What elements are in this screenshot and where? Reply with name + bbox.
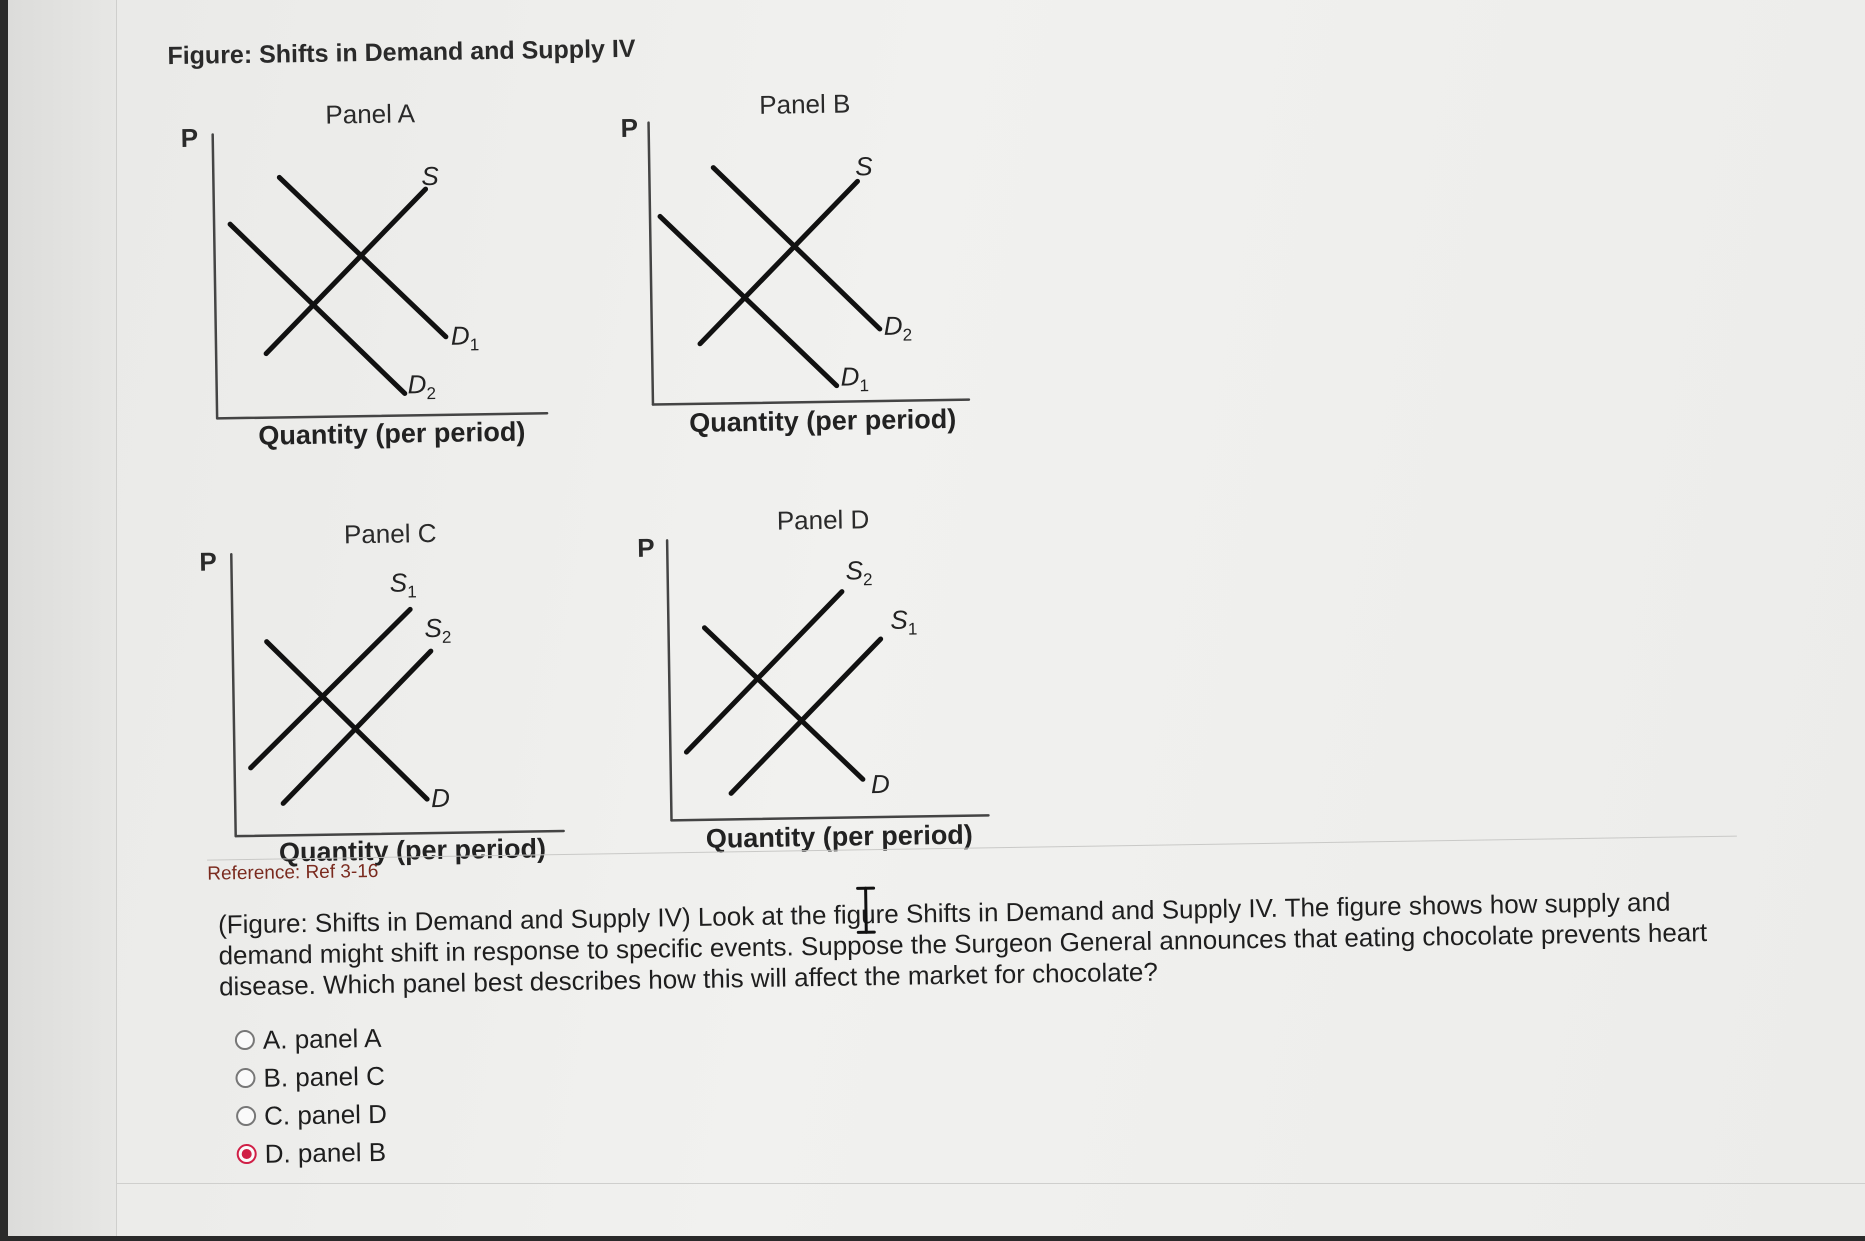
option-d-radio-selected[interactable]: [237, 1144, 257, 1164]
option-c[interactable]: [236, 1095, 387, 1135]
option-d-label[interactable]: D. panel B: [264, 1136, 386, 1169]
panel-b-graph: [604, 81, 1010, 447]
panel-a-demand-2-sub: 2: [426, 384, 436, 403]
panel-d-supply-2-label: [845, 555, 872, 586]
panel-b-label: Panel B: [759, 88, 851, 120]
panel-d-demand-label: D: [871, 769, 890, 800]
panel-a-supply-curve: [264, 189, 429, 354]
panel-a-y-axis: [213, 134, 217, 418]
panel-b-demand-2-label: [884, 310, 913, 341]
figure-title: Figure: Shifts in Demand and Supply IV: [167, 35, 635, 71]
panel-c-supply-1-name: S: [390, 567, 408, 597]
panel-d-label: Panel D: [777, 504, 870, 536]
panel-a-graph: [170, 91, 576, 457]
text-cursor-icon: [855, 886, 878, 936]
question-text: (Figure: Shifts in Demand and Supply IV) Look at the figure Shifts in Demand and Supply IV. The figure shows how supply and demand might shift in response to specific events. Suppose the Surgeon General announces that eating chocolate prevents heart disease. Which panel best describes how this will affect the market for chocolate?: [218, 886, 1729, 1003]
panel-c-quantity-axis-label: Quantity (per period): [279, 833, 546, 868]
panel-b-supply-curve: [698, 181, 860, 343]
panel-a-quantity-axis-label: Quantity (per period): [258, 417, 525, 452]
option-b-label[interactable]: B. panel C: [263, 1060, 385, 1093]
panel-d-supply-1-curve: [729, 639, 883, 793]
panel-b-demand-1-curve: [660, 214, 837, 389]
panel-d-quantity-axis-label: Quantity (per period): [706, 820, 973, 855]
panel-b-demand-1-name: D: [840, 361, 859, 391]
panel-b-supply-label: S: [855, 151, 873, 182]
option-c-radio[interactable]: [236, 1106, 256, 1126]
panel-a-supply-label: S: [421, 161, 439, 192]
panel-a-demand-2-curve: [230, 221, 405, 396]
panel-b-price-axis-label: P: [620, 113, 638, 144]
panel-a-demand-1-label: [451, 320, 480, 351]
panel-b-demand-2-name: D: [884, 311, 903, 341]
panel-d-supply-1-sub: 1: [908, 619, 918, 638]
panel-d-graph: [619, 497, 1045, 874]
option-a-label[interactable]: A. panel A: [263, 1022, 382, 1055]
panel-b-y-axis: [649, 123, 653, 405]
option-a-radio[interactable]: [235, 1030, 255, 1050]
panel-c-label: Panel C: [344, 518, 437, 550]
panel-d-supply-1-name: S: [890, 605, 908, 635]
screen: [8, 0, 1865, 1236]
panel-b-demand-1-label: [840, 361, 869, 392]
panel-b: [604, 81, 1010, 447]
panel-a-demand-1-sub: 1: [470, 335, 480, 354]
panel-d-price-axis-label: P: [637, 533, 655, 564]
panel-b-demand-1-sub: 1: [859, 376, 869, 395]
panel-d-supply-2-curve: [684, 592, 844, 752]
panel-c-supply-1-sub: 1: [407, 582, 417, 601]
panel-a-demand-2-label: [407, 369, 436, 400]
option-b-radio[interactable]: [235, 1068, 255, 1088]
panel-c-supply-1-label: [390, 567, 417, 598]
panel-d-supply-2-sub: 2: [863, 570, 873, 589]
option-c-label[interactable]: C. panel D: [264, 1098, 387, 1131]
panel-c-supply-2-name: S: [424, 613, 442, 643]
panel-c: [189, 510, 615, 887]
panel-d-supply-2-name: S: [845, 555, 863, 585]
panel-c-supply-1-curve: [248, 609, 412, 768]
panel-b-quantity-axis-label: Quantity (per period): [689, 404, 956, 439]
panel-d-y-axis: [667, 540, 671, 820]
panel-c-demand-curve: [267, 639, 427, 801]
panel-a-price-axis-label: P: [180, 123, 198, 154]
panel-a-demand-1-name: D: [451, 320, 470, 350]
bottom-divider: [116, 1183, 1865, 1184]
option-d[interactable]: [236, 1133, 387, 1173]
panel-c-price-axis-label: P: [199, 546, 217, 577]
answer-options: [235, 1019, 388, 1173]
panel-c-supply-2-sub: 2: [442, 628, 452, 647]
option-a[interactable]: [235, 1019, 386, 1059]
panel-a: [170, 91, 576, 457]
panel-b-demand-2-sub: 2: [903, 325, 913, 344]
option-b[interactable]: [235, 1057, 386, 1097]
panel-c-supply-2-label: [424, 613, 451, 644]
panel-d-supply-1-label: [890, 604, 917, 635]
panel-d: [619, 497, 1045, 874]
panel-a-demand-2-name: D: [407, 369, 426, 399]
reference-text: Reference: Ref 3-16: [207, 861, 378, 886]
panel-c-demand-label: D: [431, 783, 450, 814]
panel-c-y-axis: [231, 554, 235, 836]
panel-a-label: Panel A: [325, 98, 415, 130]
